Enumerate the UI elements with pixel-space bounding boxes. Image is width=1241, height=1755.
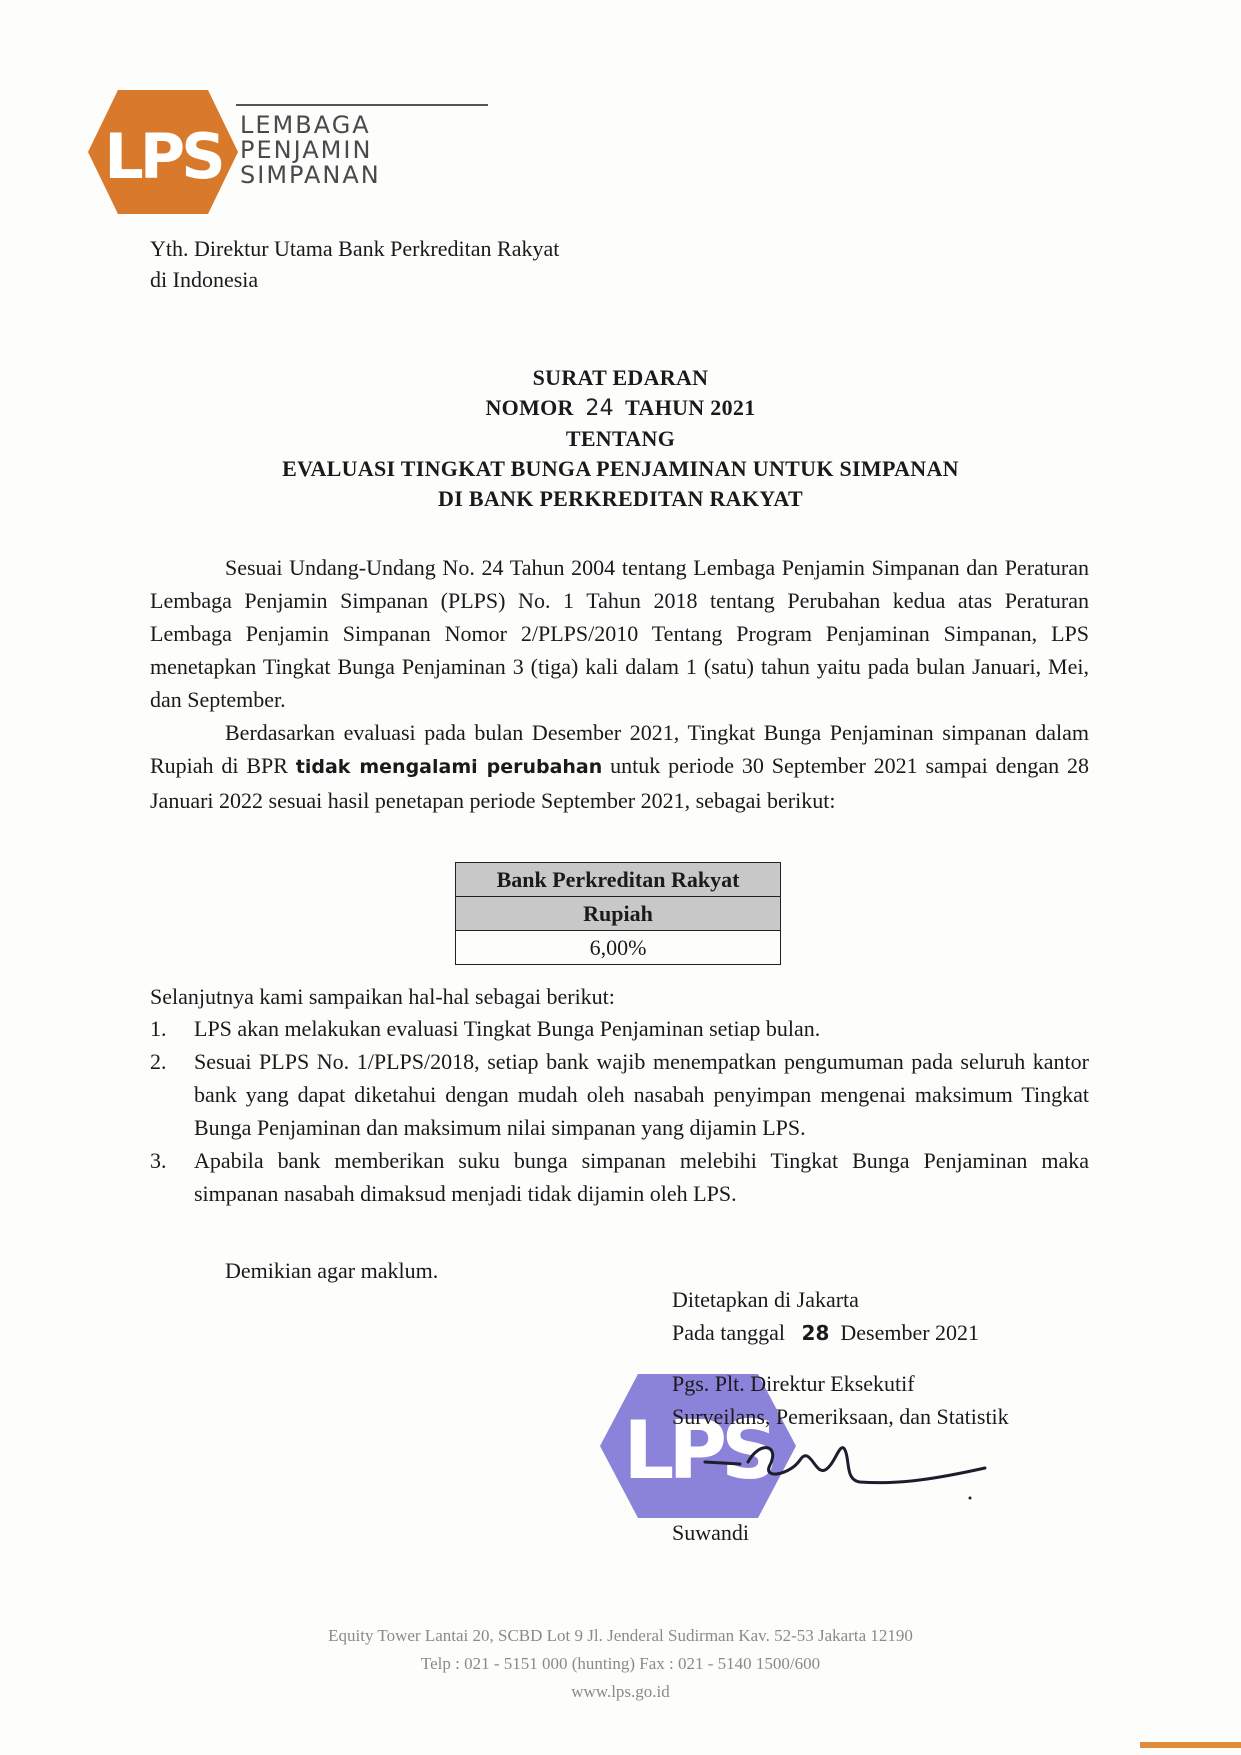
signer-name: Suwandi — [672, 1520, 749, 1545]
heading-nomor-suffix: TAHUN 2021 — [625, 395, 756, 420]
signature-date-day: 28 — [801, 1321, 830, 1345]
follow-up-intro: Selanjutnya kami sampaikan hal-hal sebagai berikut: — [150, 984, 615, 1009]
signature-place: Ditetapkan di Jakarta — [672, 1287, 859, 1312]
body-paragraph-2 — [150, 716, 1089, 817]
lps-logo — [88, 88, 408, 216]
handwritten-signature-icon — [700, 1420, 990, 1510]
list-item — [150, 1012, 1089, 1045]
addressee — [150, 233, 559, 295]
heading-tentang: TENTANG — [565, 426, 676, 451]
signature-role-2: Surveilans, Pemeriksaan, dan Statistik — [672, 1404, 1009, 1429]
para2-bold: tidak mengalami perubahan — [295, 756, 603, 778]
heading-nomor-value: 24 — [585, 396, 614, 421]
lps-logo-icon — [88, 88, 238, 216]
heading-subject-1: EVALUASI TINGKAT BUNGA PENJAMINAN UNTUK SIMPANAN — [282, 456, 959, 481]
logo-line-1: LEMBAGA — [240, 111, 371, 139]
signature-date-prefix: Pada tanggal — [672, 1320, 786, 1345]
rate-table-header: Bank Perkreditan Rakyat — [456, 863, 781, 897]
svg-text:LPS: LPS — [623, 1404, 773, 1497]
signature-role-1: Pgs. Plt. Direktur Eksekutif — [672, 1371, 915, 1396]
addressee-line-2: di Indonesia — [150, 267, 259, 292]
heading-subject-2: DI BANK PERKREDITAN RAKYAT — [438, 486, 803, 511]
list-item-text: Sesuai PLPS No. 1/PLPS/2018, setiap bank wajib menempatkan pengumuman pada seluruh kantor bank yang dapat diketahui dengan mudah oleh nasabah penyimpan mengenai maksimum Tingkat Bunga Penjaminan dan maksimum nilai simpanan yang dijamin LPS. — [194, 1049, 1089, 1140]
body-paragraph-1: Sesuai Undang-Undang No. 24 Tahun 2004 tentang Lembaga Penjamin Simpanan dan Peraturan Lembaga Penjamin Simpanan (PLPS) No. 1 Tahun 2018 tentang Perubahan kedua atas Peraturan Lembaga Penjamin Simpanan Nomor 2/PLPS/2010 Tentang Program Penjaminan Simpanan, LPS menetapkan Tingkat Bunga Penjaminan 3 (tiga) kali dalam 1 (satu) tahun yaitu pada bulan Januari, Mei, dan September. — [150, 555, 1089, 712]
list-item — [150, 1144, 1089, 1210]
signature-date — [672, 1316, 979, 1350]
follow-up-list — [150, 1012, 1089, 1210]
footer-phone: Telp : 021 - 5151 000 (hunting) Fax : 021 - 5140 1500/600 — [420, 1654, 821, 1673]
addressee-line-1: Yth. Direktur Utama Bank Perkreditan Rakyat — [150, 236, 560, 261]
list-item-text: Apabila bank memberikan suku bunga simpanan melebihi Tingkat Bunga Penjaminan maka simpanan nasabah dimaksud menjadi tidak dijamin oleh LPS. — [194, 1148, 1089, 1206]
heading-number — [0, 393, 1241, 424]
para2-text-b: untuk periode 30 September 2021 sampai dengan 28 Januari 2022 sesuai hasil penetapan periode September 2021, sebagai berikut: — [150, 753, 1089, 813]
logo-line-3: SIMPANAN — [240, 161, 381, 189]
document-heading — [0, 363, 1241, 514]
logo-line-2: PENJAMIN — [240, 136, 373, 164]
para2-text-a: Berdasarkan evaluasi pada bulan Desember 2021, Tingkat Bunga Penjaminan simpanan dalam Rupiah di BPR — [150, 720, 1089, 778]
footer-website[interactable]: www.lps.go.id — [571, 1682, 670, 1701]
rate-table — [455, 862, 781, 965]
footer-address: Equity Tower Lantai 20, SCBD Lot 9 Jl. Jenderal Sudirman Kav. 52-53 Jakarta 12190 — [328, 1626, 913, 1645]
letter-body — [150, 551, 1089, 817]
heading-title: SURAT EDARAN — [532, 365, 709, 390]
rate-table-value: 6,00% — [456, 931, 781, 965]
list-item-number: 2. — [150, 1049, 167, 1074]
list-item — [150, 1045, 1089, 1144]
corner-accent — [1140, 1742, 1241, 1748]
list-item-number: 3. — [150, 1148, 167, 1173]
svg-text:LPS: LPS — [104, 120, 222, 193]
rate-table-subheader: Rupiah — [456, 897, 781, 931]
list-item-number: 1. — [150, 1016, 167, 1041]
heading-nomor-prefix: NOMOR — [485, 395, 574, 420]
signature-place-date — [672, 1283, 979, 1350]
signature-date-suffix: Desember 2021 — [840, 1320, 980, 1345]
list-item-text: LPS akan melakukan evaluasi Tingkat Bunga Penjaminan setiap bulan. — [194, 1016, 821, 1041]
closing-line: Demikian agar maklum. — [225, 1258, 439, 1283]
letter-footer — [0, 1622, 1241, 1706]
logo-wordmark — [240, 113, 381, 188]
logo-rule — [236, 104, 488, 106]
